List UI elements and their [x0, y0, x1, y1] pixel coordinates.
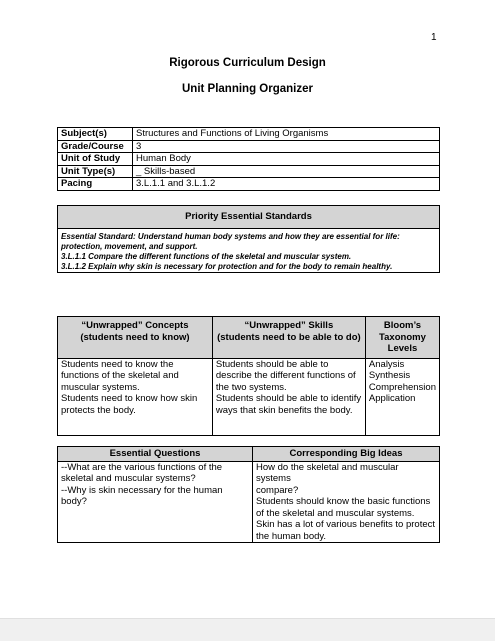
questions-cell: --What are the various functions of the skeletal and muscular systems? --Why is skin necessary for the human body? — [58, 461, 253, 543]
priority-header: Priority Essential Standards — [58, 206, 440, 229]
priority-standards-table — [57, 205, 440, 273]
table-row — [58, 128, 440, 141]
blooms-cell: Analysis Synthesis Comprehension Application — [365, 358, 439, 435]
blooms-header: Bloom’s Taxonomy Levels — [365, 317, 439, 359]
concepts-header: “Unwrapped” Concepts (students need to know) — [58, 317, 213, 359]
table-row — [58, 178, 440, 191]
big-ideas-header: Corresponding Big Ideas — [253, 447, 440, 462]
info-value: Human Body — [133, 153, 440, 166]
page-title: Rigorous Curriculum Design — [169, 57, 326, 69]
table-row — [58, 153, 440, 166]
info-label: Unit of Study — [58, 153, 133, 166]
big-ideas-cell: How do the skeletal and muscular systems compare? Students should know the basic functions of the skeletal and muscular systems. Skin has a lot of various benefits to protect the human body. — [253, 461, 440, 543]
concepts-cell: Students need to know the functions of the skeletal and muscular systems. Students need to know how skin protects the body. — [58, 358, 213, 435]
priority-content — [58, 229, 440, 273]
unwrapped-table — [57, 316, 440, 436]
table-row — [58, 165, 440, 178]
unit-info-table — [57, 127, 440, 191]
info-value: _ Skills-based — [133, 165, 440, 178]
standard-line: 3.L.1.2 Explain why skin is necessary for protection and for the body to remain healthy. — [61, 262, 393, 271]
table-row — [58, 140, 440, 153]
info-value: 3.L.1.1 and 3.L.1.2 — [133, 178, 440, 191]
info-label: Subject(s) — [58, 128, 133, 141]
viewer-bottom-bar — [0, 618, 495, 641]
page-subtitle: Unit Planning Organizer — [182, 83, 313, 95]
info-value: 3 — [133, 140, 440, 153]
skills-cell: Students should be able to describe the different functions of the two systems. Students should be able to identify ways that skin benefits the body. — [212, 358, 365, 435]
standard-line: Essential Standard: Understand human body systems and how they are essential for life: — [61, 232, 400, 241]
info-label: Pacing — [58, 178, 133, 191]
standard-line: 3.L.1.1 Compare the different functions of the skeletal and muscular system. — [61, 252, 352, 261]
page-number: 1 — [431, 32, 437, 43]
skills-header: “Unwrapped” Skills (students need to be able to do) — [212, 317, 365, 359]
questions-header: Essential Questions — [58, 447, 253, 462]
essential-questions-table — [57, 446, 440, 543]
standard-line: protection, movement, and support. — [61, 242, 198, 251]
info-label: Unit Type(s) — [58, 165, 133, 178]
info-label: Grade/Course — [58, 140, 133, 153]
info-value: Structures and Functions of Living Organisms — [133, 128, 440, 141]
